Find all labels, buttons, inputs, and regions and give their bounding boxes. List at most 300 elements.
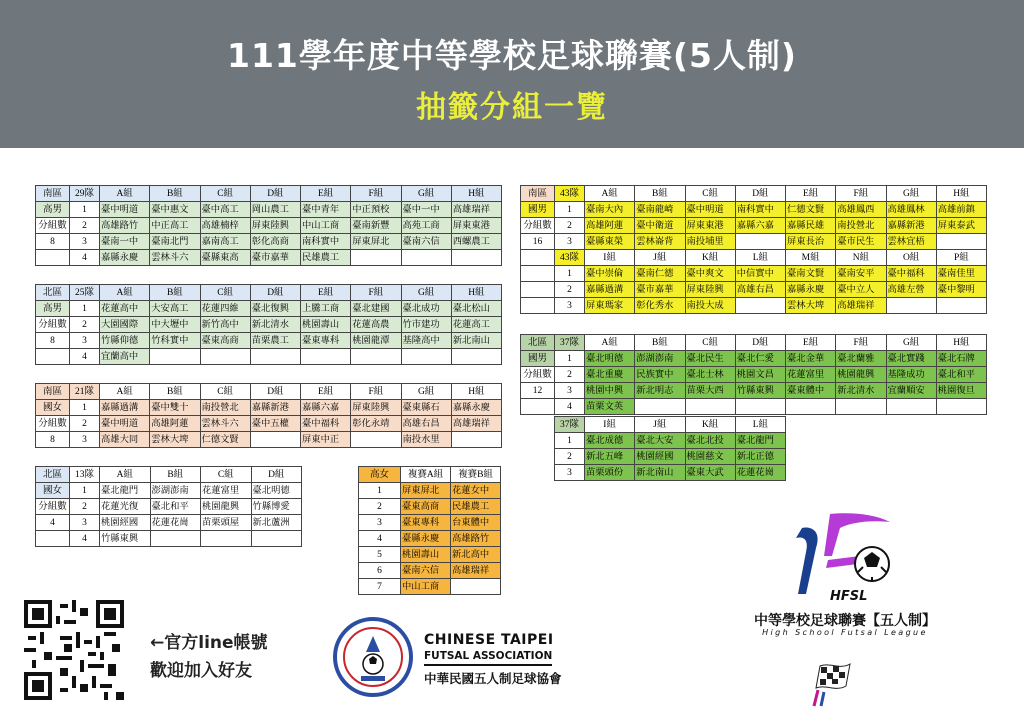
group-header: D組 [250, 384, 300, 400]
team-cell: 臺南一中 [100, 234, 150, 250]
team-cell [150, 531, 201, 547]
team-count: 29隊 [70, 186, 100, 202]
group-header: F組 [351, 285, 401, 301]
association-name-zh: 中華民國五人制足球協會 [424, 671, 562, 686]
team-cell: 臺東縣石 [401, 400, 451, 416]
team-cell: 高雄鳳林 [886, 202, 936, 218]
group-header: H組 [936, 335, 986, 351]
team-cell [150, 349, 200, 365]
team-cell: 臺北民生 [685, 351, 735, 367]
group-header: C組 [200, 384, 250, 400]
table-header-row [36, 186, 502, 202]
row-number: 3 [555, 234, 585, 250]
row-number: 4 [359, 531, 401, 547]
group-count: 12 [521, 383, 555, 399]
team-cell [351, 349, 401, 365]
table-high-girls-rematch [358, 466, 501, 595]
team-cell: 嘉縣永慶 [786, 282, 836, 298]
group-header: B組 [150, 186, 200, 202]
team-cell: 臺縣東榮 [585, 234, 635, 250]
team-cell: 彰化秀水 [635, 298, 685, 314]
team-cell: 臺中福科 [301, 416, 351, 432]
team-cell: 臺中崇倫 [585, 266, 635, 282]
hfsl-logo-icon [782, 508, 902, 608]
team-cell: 仁德文賢 [786, 202, 836, 218]
table-row [521, 218, 987, 234]
team-cell [936, 298, 986, 314]
header-banner [0, 0, 1024, 148]
spacer-cell [521, 282, 555, 298]
group-header: F組 [351, 186, 401, 202]
team-cell: 新北南山 [451, 333, 501, 349]
table-north-high-boys [35, 284, 502, 365]
team-cell: 臺北龍門 [735, 433, 785, 449]
team-cell: 臺南北門 [150, 234, 200, 250]
team-cell: 屏東屏北 [351, 234, 401, 250]
region-label: 南區 [521, 186, 555, 202]
team-cell [735, 399, 785, 415]
row-number: 3 [555, 298, 585, 314]
team-cell: 臺北明德 [251, 483, 302, 499]
team-cell [685, 399, 735, 415]
team-cell: 南投埔里 [685, 234, 735, 250]
team-cell: 臺北和平 [936, 367, 986, 383]
team-cell: 桃園經國 [100, 515, 151, 531]
team-cell: 新北清水 [836, 383, 886, 399]
team-count: 37隊 [555, 417, 585, 433]
group-header: A組 [100, 285, 150, 301]
table-south-high-boys [35, 185, 502, 266]
team-count: 37隊 [555, 335, 585, 351]
table-row [521, 282, 987, 298]
team-cell: 桃園中興 [585, 383, 635, 399]
team-cell: 臺東體中 [786, 383, 836, 399]
team-cell: 新北正德 [735, 449, 785, 465]
team-cell: 臺市嘉華 [635, 282, 685, 298]
team-cell: 臺南龍崎 [635, 202, 685, 218]
team-cell: 臺北龍門 [100, 483, 151, 499]
qr-code[interactable] [24, 600, 124, 700]
team-cell: 台東體中 [451, 515, 501, 531]
team-cell: 苗栗頭份 [585, 465, 635, 481]
team-count: 13隊 [70, 467, 100, 483]
team-cell: 嘉縣新港 [250, 400, 300, 416]
team-cell: 桃園龍興 [201, 499, 252, 515]
table-row [521, 399, 987, 415]
group-header: B組 [150, 384, 200, 400]
row-number: 2 [70, 499, 100, 515]
team-cell: 雲林大埤 [786, 298, 836, 314]
team-cell [250, 432, 300, 448]
team-cell: 民族實中 [635, 367, 685, 383]
team-cell: 民雄農工 [451, 499, 501, 515]
row-number: 6 [359, 563, 401, 579]
table-row [36, 499, 302, 515]
team-cell: 臺東大武 [685, 465, 735, 481]
table-row [36, 202, 502, 218]
team-cell: 嘉縣六嘉 [735, 218, 785, 234]
group-header: 複賽B組 [451, 467, 501, 483]
line-account-note: ←官方line帳號 [150, 633, 268, 653]
team-count: 43隊 [555, 186, 585, 202]
group-count: 16 [521, 234, 555, 250]
team-cell: 彰化永靖 [351, 416, 401, 432]
team-cell: 高雄瑞祥 [451, 416, 501, 432]
group-header: 複賽A組 [401, 467, 451, 483]
group-header: M組 [786, 250, 836, 266]
table-row [36, 250, 502, 266]
team-cell: 臺中一中 [401, 202, 451, 218]
group-header: H組 [936, 186, 986, 202]
team-cell: 桃園龍潭 [351, 333, 401, 349]
category-label: 分組數 [36, 499, 70, 515]
league-name-en: High School Futsal League [762, 628, 928, 637]
team-cell: 桃園慈文 [685, 449, 735, 465]
group-header: E組 [301, 285, 351, 301]
team-cell: 臺東高商 [200, 333, 250, 349]
row-number: 4 [555, 399, 585, 415]
category-label: 分組數 [521, 367, 555, 383]
team-cell: 桃園壽山 [301, 317, 351, 333]
team-cell: 嘉縣民雄 [786, 218, 836, 234]
team-cell: 桃園文昌 [735, 367, 785, 383]
team-cell: 高雄路竹 [100, 218, 150, 234]
table-row [36, 234, 502, 250]
table-row [555, 465, 786, 481]
team-cell: 嘉縣六嘉 [301, 400, 351, 416]
team-cell: 臺北實踐 [886, 351, 936, 367]
team-cell [401, 349, 451, 365]
table-row [36, 432, 502, 448]
team-cell: 屏東瑪家 [585, 298, 635, 314]
team-cell: 苗栗頭屋 [201, 515, 252, 531]
category-label [36, 349, 70, 365]
group-header: G組 [886, 186, 936, 202]
row-number: 5 [359, 547, 401, 563]
table-row [359, 499, 501, 515]
team-cell: 竹縣東興 [735, 383, 785, 399]
table-row [36, 400, 502, 416]
team-cell: 臺南安平 [836, 266, 886, 282]
group-header: B組 [150, 285, 200, 301]
group-header: C組 [200, 186, 250, 202]
team-cell: 屏東中正 [301, 432, 351, 448]
row-number: 2 [70, 416, 100, 432]
team-cell [351, 432, 401, 448]
team-cell: 桃園復旦 [936, 383, 986, 399]
team-cell: 雲林斗六 [150, 250, 200, 266]
team-cell: 高苑工商 [401, 218, 451, 234]
team-cell: 臺北石牌 [936, 351, 986, 367]
team-cell [451, 579, 501, 595]
row-number: 2 [555, 218, 585, 234]
add-friend-note: 歡迎加入好友 [150, 661, 252, 681]
team-cell: 臺南新豐 [351, 218, 401, 234]
group-header: N組 [836, 250, 886, 266]
group-count: 4 [36, 515, 70, 531]
table-row [555, 449, 786, 465]
group-header: F組 [836, 186, 886, 202]
category-label: 國男 [521, 351, 555, 367]
team-cell [351, 250, 401, 266]
team-cell: 臺北明德 [585, 351, 635, 367]
category-label [36, 531, 70, 547]
team-cell: 臺南六信 [401, 563, 451, 579]
row-number: 3 [359, 515, 401, 531]
table-row [555, 433, 786, 449]
table-south-junior-boys [520, 185, 987, 314]
category-label: 國女 [36, 400, 70, 416]
team-cell: 新竹高中 [200, 317, 250, 333]
table-header-row [36, 384, 502, 400]
row-number: 3 [70, 234, 100, 250]
table-row [521, 298, 987, 314]
team-cell: 花蓮富里 [786, 367, 836, 383]
team-cell: 南科實中 [735, 202, 785, 218]
team-cell: 澎湖澎南 [150, 483, 201, 499]
page-title: 111學年度中等學校足球聯賽(5人制) [226, 36, 797, 75]
team-cell: 高雄前鎮 [936, 202, 986, 218]
team-cell: 臺中黎明 [936, 282, 986, 298]
team-cell: 臺北成功 [401, 301, 451, 317]
table-north-junior-boys [520, 334, 987, 415]
team-cell: 嘉縣新港 [886, 218, 936, 234]
group-header: B組 [635, 335, 685, 351]
team-cell: 花蓮高工 [451, 317, 501, 333]
team-cell: 嘉南高工 [200, 234, 250, 250]
team-cell: 嘉縣過溝 [585, 282, 635, 298]
team-cell [251, 531, 302, 547]
region-label: 北區 [521, 335, 555, 351]
team-cell [301, 349, 351, 365]
team-cell: 竹縣仰德 [100, 333, 150, 349]
group-header: G組 [401, 285, 451, 301]
category-label [36, 250, 70, 266]
table-row [359, 563, 501, 579]
team-cell [735, 234, 785, 250]
region-label: 北區 [36, 285, 70, 301]
team-cell: 屏東陸興 [685, 282, 735, 298]
team-cell: 臺中爽文 [685, 266, 735, 282]
team-cell: 花蓮富里 [201, 483, 252, 499]
group-header: E組 [786, 335, 836, 351]
group-header: J組 [635, 250, 685, 266]
league-name-zh: 中等學校足球聯賽【五人制】 [754, 613, 936, 629]
group-header: D組 [251, 467, 302, 483]
team-cell: 高雄路竹 [451, 531, 501, 547]
team-cell [786, 399, 836, 415]
page-subtitle: 抽籤分組一覽 [416, 90, 608, 125]
table-north-junior-boys-extra [554, 416, 786, 481]
team-cell: 花蓮高農 [351, 317, 401, 333]
table-row [36, 531, 302, 547]
team-cell [451, 432, 501, 448]
group-header: A組 [585, 186, 635, 202]
row-number: 2 [555, 449, 585, 465]
team-cell: 臺市嘉華 [250, 250, 300, 266]
group-header: F組 [351, 384, 401, 400]
group-header: J組 [635, 417, 685, 433]
team-cell: 中山工商 [301, 218, 351, 234]
team-cell: 臺北北投 [685, 433, 735, 449]
team-cell [836, 399, 886, 415]
team-cell: 臺市民生 [836, 234, 886, 250]
table-row [359, 515, 501, 531]
table-row [36, 301, 502, 317]
group-header: C組 [685, 335, 735, 351]
team-count: 25隊 [70, 285, 100, 301]
row-number: 3 [70, 333, 100, 349]
team-cell: 臺中高工 [200, 202, 250, 218]
spacer-cell [521, 250, 555, 266]
team-cell: 臺南文賢 [786, 266, 836, 282]
team-cell: 大安高工 [150, 301, 200, 317]
team-cell [451, 250, 501, 266]
group-header: B組 [150, 467, 201, 483]
group-header: A組 [100, 186, 150, 202]
team-cell: 臺南大內 [585, 202, 635, 218]
team-cell: 南投營北 [200, 400, 250, 416]
team-count: 43隊 [555, 250, 585, 266]
team-cell [201, 531, 252, 547]
team-cell: 南投水里 [401, 432, 451, 448]
group-header: D組 [250, 285, 300, 301]
team-cell: 屏東泰武 [936, 218, 986, 234]
row-number: 1 [555, 266, 585, 282]
group-header: K組 [685, 417, 735, 433]
team-cell [250, 349, 300, 365]
team-cell: 竹科實中 [150, 333, 200, 349]
team-cell: 中正高工 [150, 218, 200, 234]
table-row [36, 218, 502, 234]
table-row [521, 266, 987, 282]
team-cell: 屏東屏北 [401, 483, 451, 499]
team-cell: 高雄阿蓮 [150, 416, 200, 432]
team-cell: 竹市建功 [401, 317, 451, 333]
table-row [521, 383, 987, 399]
team-cell: 中山工商 [401, 579, 451, 595]
group-header: D組 [250, 186, 300, 202]
team-cell: 臺北士林 [685, 367, 735, 383]
team-cell: 高雄瑞祥 [451, 202, 501, 218]
table-row [359, 579, 501, 595]
table-row [521, 351, 987, 367]
group-header: I組 [585, 250, 635, 266]
table-row [36, 349, 502, 365]
row-number: 2 [555, 367, 585, 383]
team-cell [886, 399, 936, 415]
team-cell: 高雄右昌 [735, 282, 785, 298]
group-header: C組 [685, 186, 735, 202]
team-cell: 苗栗大西 [685, 383, 735, 399]
team-cell: 臺南仁德 [635, 266, 685, 282]
team-cell: 中大壢中 [150, 317, 200, 333]
row-number: 3 [70, 515, 100, 531]
team-cell: 臺南六信 [401, 234, 451, 250]
team-cell: 基隆成功 [886, 367, 936, 383]
group-header: H組 [451, 384, 501, 400]
group-count: 8 [36, 432, 70, 448]
team-cell: 臺北成德 [585, 433, 635, 449]
team-cell: 新北清水 [250, 317, 300, 333]
team-cell: 雲林大埤 [150, 432, 200, 448]
group-header: E組 [301, 384, 351, 400]
team-cell: 臺東專科 [401, 515, 451, 531]
table-row [36, 515, 302, 531]
group-header: P組 [936, 250, 986, 266]
hfsl-logo-text: HFSL [830, 589, 868, 604]
region-label: 南區 [36, 186, 70, 202]
row-number: 4 [70, 250, 100, 266]
group-header: F組 [836, 335, 886, 351]
team-cell: 臺東專科 [301, 333, 351, 349]
table-header-row [36, 467, 302, 483]
team-cell: 臺南佳里 [936, 266, 986, 282]
association-name-en: CHINESE TAIPEI [424, 632, 554, 648]
row-number: 4 [70, 531, 100, 547]
group-header: I組 [585, 417, 635, 433]
row-number: 2 [70, 317, 100, 333]
category-label: 國男 [521, 202, 555, 218]
group-count: 8 [36, 333, 70, 349]
team-cell: 宜蘭順安 [886, 383, 936, 399]
team-cell: 雲林宜梧 [886, 234, 936, 250]
team-cell: 高雄右昌 [401, 416, 451, 432]
team-cell: 澎湖澎南 [635, 351, 685, 367]
category-label: 國女 [36, 483, 70, 499]
team-cell: 嘉縣過溝 [100, 400, 150, 416]
region-label: 北區 [36, 467, 70, 483]
team-cell: 屏東陸興 [351, 400, 401, 416]
team-cell: 彰化高商 [250, 234, 300, 250]
team-cell: 南投大成 [685, 298, 735, 314]
category-label: 分組數 [36, 317, 70, 333]
row-number: 2 [70, 218, 100, 234]
team-cell: 臺中雙十 [150, 400, 200, 416]
table-row [359, 531, 501, 547]
team-cell: 臺東高商 [401, 499, 451, 515]
ctfa-seal-icon [332, 616, 414, 698]
group-header: C組 [201, 467, 252, 483]
spacer-cell [521, 266, 555, 282]
team-cell: 臺北重慶 [585, 367, 635, 383]
team-cell: 高雄瑞祥 [836, 298, 886, 314]
group-header: D組 [735, 335, 785, 351]
team-cell: 高雄大同 [100, 432, 150, 448]
row-number: 3 [555, 383, 585, 399]
table-row [359, 483, 501, 499]
team-cell: 中信實中 [735, 266, 785, 282]
table-header-row [521, 250, 987, 266]
row-number: 3 [555, 465, 585, 481]
group-header: A組 [100, 384, 150, 400]
team-cell: 臺中明道 [100, 416, 150, 432]
team-cell: 屏東長治 [786, 234, 836, 250]
team-cell: 高雄左營 [886, 282, 936, 298]
row-number: 1 [555, 351, 585, 367]
team-cell: 桃園經國 [635, 449, 685, 465]
group-header: G組 [401, 186, 451, 202]
table-row [36, 317, 502, 333]
team-cell: 臺北仁愛 [735, 351, 785, 367]
group-header: O組 [886, 250, 936, 266]
team-count: 21隊 [70, 384, 100, 400]
team-cell: 中正預校 [351, 202, 401, 218]
team-cell: 花蓮高中 [100, 301, 150, 317]
team-cell: 竹縣東興 [100, 531, 151, 547]
row-number: 1 [70, 400, 100, 416]
team-cell: 苗栗農工 [250, 333, 300, 349]
